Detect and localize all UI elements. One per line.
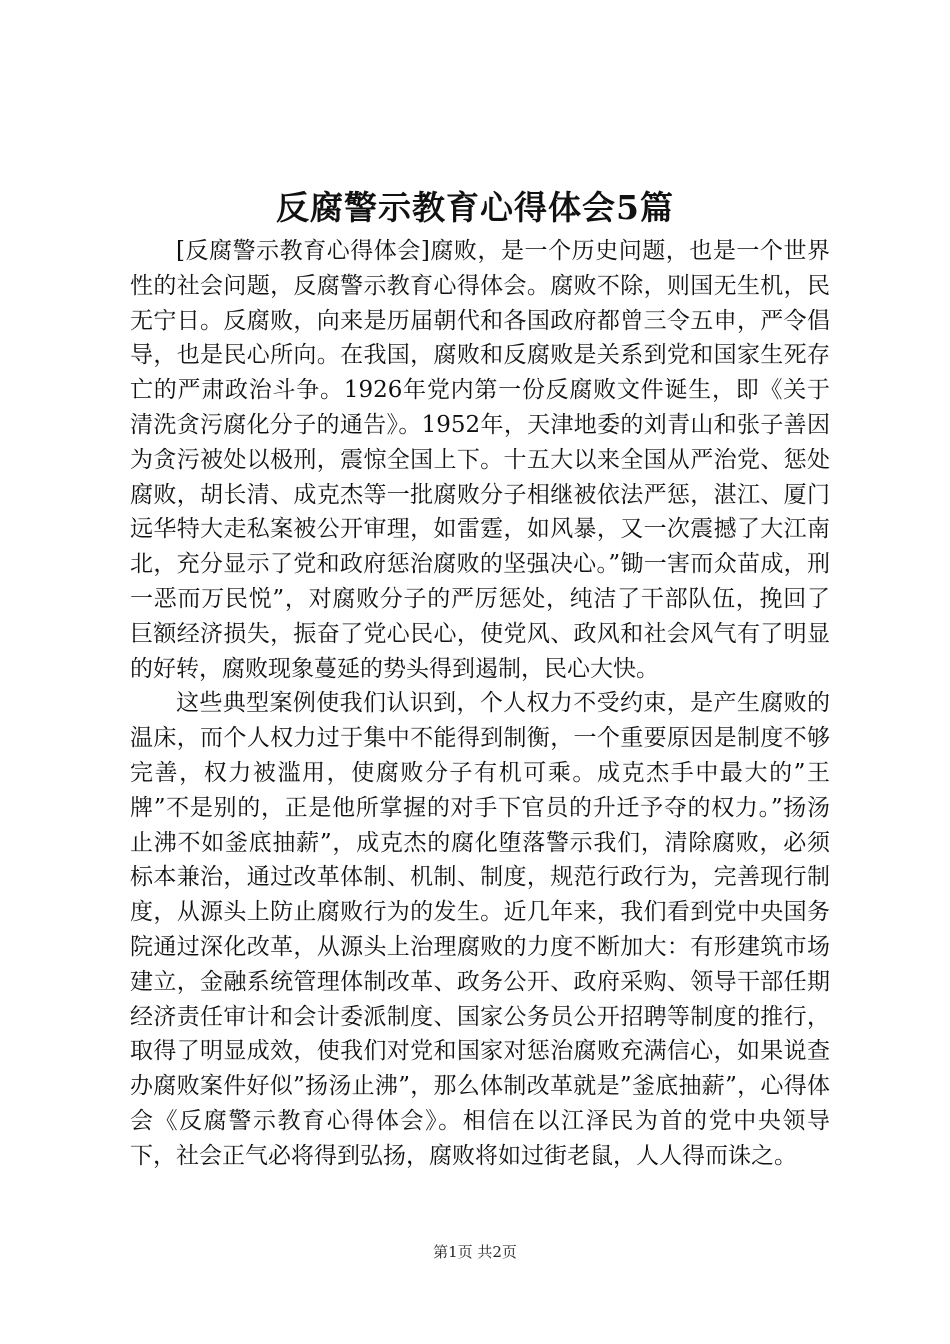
document-title: 反腐警示教育心得体会5篇 (276, 188, 674, 227)
paragraph-2: 这些典型案例使我们认识到，个人权力不受约束，是产生腐败的温床，而个人权力过于集中不能得到制衡，一个重要原因是制度不够完善，权力被滥用，使腐败分子有机可乘。成克杰手中最大的”王牌”不是别的，正是他所掌握的对手下官员的升迁予夺的权力。”扬汤止沸不如釜底抽薪”，成克杰的腐化堕落警示我们，清除腐败，必须标本兼治，通过改革体制、机制、制度，规范行政行为，完善现行制度，从源头上防止腐败行为的发生。近几年来，我们看到党中央国务院通过深化改革，从源头上治理腐败的力度不断加大：有形建筑市场建立，金融系统管理体制改革、政务公开、政府采购、领导干部任期经济责任审计和会计委派制度、国家公务员公开招聘等制度的推行，取得了明显成效，使我们对党和国家对惩治腐败充满信心，如果说查办腐败案件好似”扬汤止沸”，那么体制改革就是”釜底抽薪”，心得体会《反腐警示教育心得体会》。相信在以江泽民为首的党中央领导下，社会正气必将得到弘扬，腐败将如过街老鼠，人人得而诛之。 (130, 690, 830, 1169)
page-number-footer: 第1页 共2页 (433, 1243, 517, 1261)
paragraph-1: [反腐警示教育心得体会]腐败，是一个历史问题，也是一个世界性的社会问题，反腐警示教育心得体会。腐败不除，则国无生机，民无宁日。反腐败，向来是历届朝代和各国政府都曾三令五申，严令倡导，也是民心所向。在我国，腐败和反腐败是关系到党和国家生死存亡的严肃政治斗争。1926年党内第一份反腐败文件诞生，即《关于清洗贪污腐化分子的通告》。1952年，天津地委的刘青山和张子善因为贪污被处以极刑，震惊全国上下。十五大以来全国从严治党、惩处腐败，胡长清、成克杰等一批腐败分子相继被依法严惩，湛江、厦门远华特大走私案被公开审理，如雷霆，如风暴，又一次震撼了大江南北，充分显示了党和政府惩治腐败的坚强决心。”锄一害而众苗成，刑一恶而万民悦”，对腐败分子的严厉惩处，纯洁了干部队伍，挽回了巨额经济损失，振奋了党心民心，使党风、政风和社会风气有了明显的好转，腐败现象蔓延的势头得到遏制，民心大快。 (130, 238, 830, 682)
document-body (130, 234, 830, 1174)
